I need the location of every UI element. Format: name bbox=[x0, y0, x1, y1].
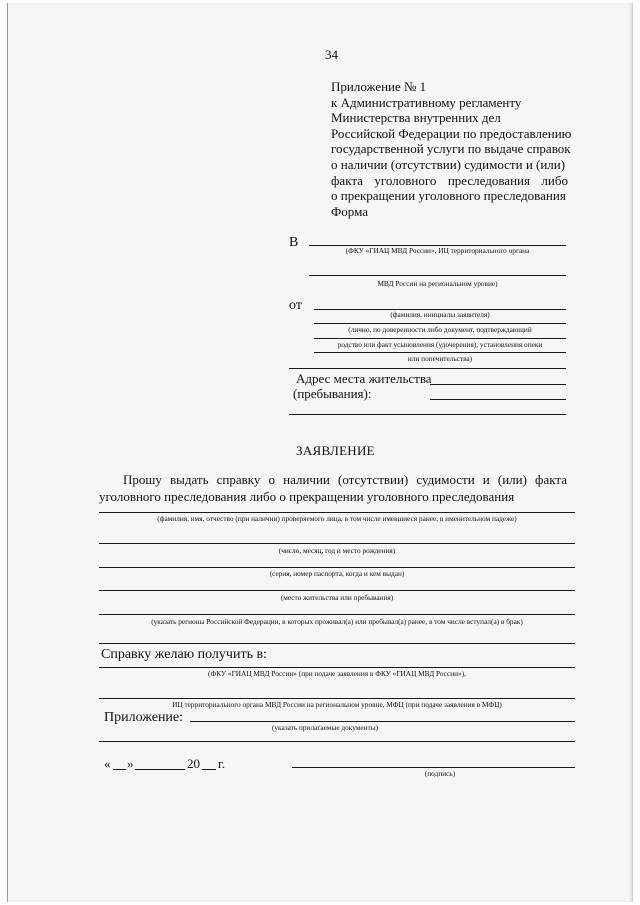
from-caption-1: (фамилия, инициалы заявителя) bbox=[390, 310, 490, 319]
from-caption-4: или попечительства) bbox=[407, 354, 473, 363]
appendix-header bbox=[331, 79, 572, 204]
from-label: от bbox=[289, 298, 302, 313]
birth-caption: (число, месяц, год и место рождения) bbox=[278, 546, 396, 555]
request-line-1: Прошу выдать справку о наличии (отсутствии) судимости и (или) факта bbox=[123, 472, 567, 487]
attachment-label: Приложение: bbox=[104, 710, 184, 725]
header-line: Российской Федерации по предоставлению bbox=[331, 125, 572, 141]
to-caption-2: МВД России на региональном уровне) bbox=[377, 279, 498, 288]
to-caption-1: (ФКУ «ГИАЦ МВД России», ИЦ территориального органа bbox=[345, 246, 530, 255]
receive-caption-2: ИЦ территориального органа МВД России на региональном уровне, МФЦ (при подаче заявления в МФЦ) bbox=[172, 700, 502, 709]
signature-field-line[interactable] bbox=[292, 767, 575, 768]
date-year-field[interactable] bbox=[202, 769, 216, 770]
receive-caption-1: (ФКУ «ГИАЦ МВД России» (при подаче заявления в ФКУ «ГИАЦ МВД России»), bbox=[208, 669, 466, 678]
header-line: о прекращении уголовного преследования bbox=[331, 188, 566, 204]
from-field-line-4[interactable] bbox=[314, 352, 566, 353]
page-number: 34 bbox=[325, 47, 338, 62]
date-close-quote: » bbox=[127, 756, 134, 771]
full-name-field-line[interactable] bbox=[99, 512, 575, 513]
birth-field-line[interactable] bbox=[99, 567, 575, 568]
from-field-line-5[interactable] bbox=[289, 368, 566, 369]
full-name-caption: (фамилия, имя, отчество (при наличии) проверяемого лица, в том числе имевшиеся ранее, в именительном падеже) bbox=[157, 514, 517, 523]
residence-field-line[interactable] bbox=[99, 614, 575, 615]
signature-caption: (подпись) bbox=[424, 769, 456, 778]
address-label-2: (пребывания): bbox=[293, 386, 372, 401]
address-label-1: Адрес места жительства bbox=[296, 371, 432, 386]
header-line: Приложение № 1 bbox=[331, 79, 427, 94]
form-label: Форма bbox=[331, 204, 368, 219]
address-field-line-2[interactable] bbox=[430, 399, 566, 400]
receive-field-line-2[interactable] bbox=[99, 698, 575, 699]
address-field-line-1[interactable] bbox=[430, 384, 566, 385]
attachment-caption: (указать прилагаемые документы) bbox=[271, 723, 379, 732]
from-caption-3: родство или факт усыновления (удочерения), установления опеки bbox=[337, 340, 543, 349]
from-field-line-3[interactable] bbox=[314, 338, 566, 339]
date-day-field[interactable] bbox=[113, 769, 126, 770]
attachment-field-line-2[interactable] bbox=[99, 741, 575, 742]
header-line: о наличии (отсутствии) судимости и (или) bbox=[331, 156, 566, 172]
header-line: государственной услуги по выдаче справок bbox=[331, 141, 571, 157]
to-field-line-2[interactable] bbox=[309, 275, 566, 276]
passport-field-line[interactable] bbox=[99, 590, 575, 591]
request-paragraph bbox=[99, 471, 567, 505]
birth-prefix-line[interactable] bbox=[99, 543, 575, 544]
from-field-line-2[interactable] bbox=[314, 323, 566, 324]
date-year-prefix: 20 bbox=[187, 756, 200, 771]
header-line: Министерства внутренних дел bbox=[331, 110, 501, 126]
to-label: В bbox=[289, 235, 299, 250]
receive-label: Справку желаю получить в: bbox=[101, 647, 267, 662]
address-field-line-3[interactable] bbox=[289, 414, 566, 415]
from-caption-2: (лично, по доверенности либо документ, подтверждающий bbox=[348, 325, 532, 334]
date-year-suffix: г. bbox=[218, 756, 226, 771]
regions-caption: (указать регионы Российской Федерации, в которых проживал(а) или пребывал(а) ранее, в том числе вступал(а) в брак) bbox=[151, 617, 523, 626]
residence-caption: (место жительства или пребывания) bbox=[280, 593, 394, 602]
passport-caption: (серия, номер паспорта, когда и кем выдан) bbox=[269, 569, 405, 578]
request-line-2: уголовного преследования либо о прекращении уголовного преследования bbox=[99, 489, 515, 504]
header-line: факта уголовного преследования либо bbox=[331, 172, 568, 188]
header-line: к Административному регламенту bbox=[331, 94, 522, 110]
attachment-field-line[interactable] bbox=[190, 721, 575, 722]
regions-field-line[interactable] bbox=[99, 643, 575, 644]
date-month-field[interactable] bbox=[135, 769, 185, 770]
receive-field-line-1[interactable] bbox=[99, 667, 575, 668]
date-open-quote: « bbox=[104, 756, 111, 771]
document-title: ЗАЯВЛЕНИЕ bbox=[296, 443, 375, 458]
